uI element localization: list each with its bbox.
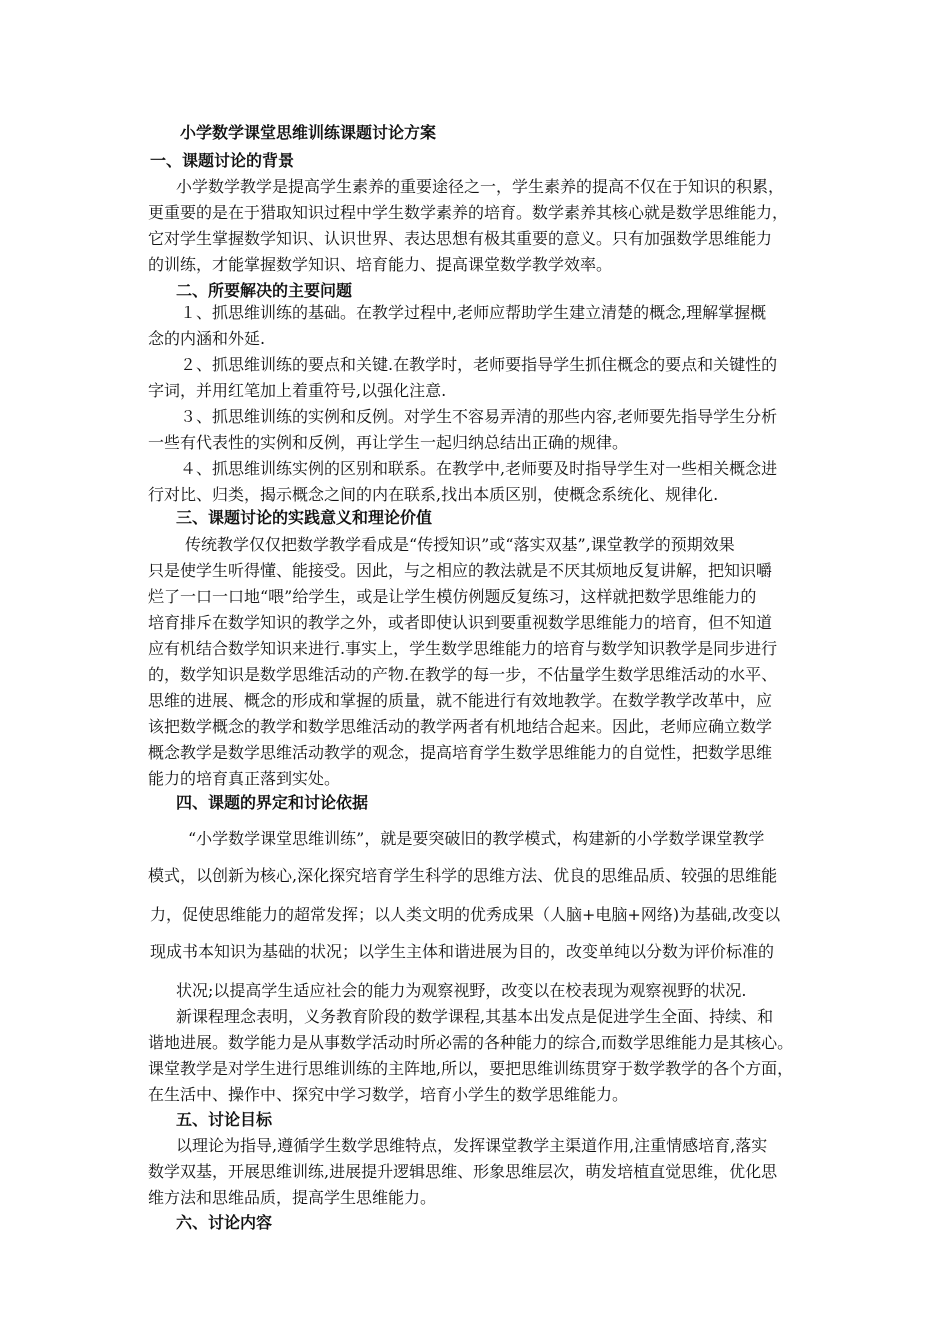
paragraph-line: 该把数学概念的教学和数学思维活动的教学两者有机地结合起来。因此，老师应确立数学 <box>148 717 773 736</box>
paragraph-line: 思维的进展、概念的形成和掌握的质量，就不能进行有效地教学。在数学教学改革中，应 <box>148 691 773 710</box>
paragraph-line: 应有机结合数学知识来进行.事实上，学生数学思维能力的培育与数学知识教学是同步进行 <box>148 639 778 658</box>
paragraph-line: 念的内涵和外延. <box>148 329 266 348</box>
paragraph-line: 概念教学是数学思维活动教学的观念，提高培育学生数学思维能力的自觉性，把数学思维 <box>148 743 773 762</box>
paragraph-line: 行对比、归类，揭示概念之间的内在联系,找出本质区别，使概念系统化、规律化. <box>148 485 719 504</box>
paragraph-line: 只是使学生听得懂、能接受。因此，与之相应的教法就是不厌其烦地反复讲解，把知识嚼 <box>148 561 773 580</box>
paragraph-line: １、抓思维训练的基础。在教学过程中,老师应帮助学生建立清楚的概念,理解掌握概 <box>180 303 767 322</box>
paragraph-line: 一些有代表性的实例和反例，再让学生一起归纳总结出正确的规律。 <box>148 433 629 452</box>
paragraph-line: 模式，以创新为核心,深化探究培育学生科学的思维方法、优良的思维品质、较强的思维能 <box>148 866 778 885</box>
paragraph-line: 能力的培育真正落到实处。 <box>148 769 341 788</box>
paragraph-line: 力，促使思维能力的超常发挥；以人类文明的优秀成果（人脑+电脑+网络)为基础,改变以 <box>150 905 781 924</box>
paragraph-line: 以理论为指导,遵循学生数学思维特点，发挥课堂教学主渠道作用,注重情感培育,落实 <box>176 1136 768 1155</box>
paragraph-line: 它对学生掌握数学知识、认识世界、表达思想有极其重要的意义。只有加强数学思维能力 <box>148 229 773 248</box>
document-title: 小学数学课堂思维训练课题讨论方案 <box>180 123 437 142</box>
paragraph-line: “小学数学课堂思维训练”，就是要突破旧的教学模式，构建新的小学数学课堂教学 <box>188 829 765 848</box>
heading-5: 五、讨论目标 <box>176 1110 273 1129</box>
paragraph-line: 数学双基，开展思维训练,进展提升逻辑思维、形象思维层次，萌发培植直觉思维，优化思 <box>148 1162 778 1181</box>
paragraph-line: 小学数学教学是提高学生素养的重要途径之一，学生素养的提高不仅在于知识的积累， <box>176 177 785 196</box>
heading-3: 三、课题讨论的实践意义和理论价值 <box>176 508 433 527</box>
paragraph-line: ３、抓思维训练的实例和反例。对学生不容易弄清的那些内容,老师要先指导学生分析 <box>180 407 778 426</box>
paragraph-line: 传统教学仅仅把数学教学看成是“传授知识”或“落实双基”,课堂教学的预期效果 <box>185 535 735 554</box>
paragraph-line: 谐地进展。数学能力是从事数学活动时所必需的各种能力的综合,而数学思维能力是其核心。 <box>148 1033 794 1052</box>
heading-2: 二、所要解决的主要问题 <box>176 281 353 300</box>
paragraph-line: 现成书本知识为基础的状况；以学生主体和谐进展为目的，改变单纯以分数为评价标准的 <box>150 942 775 961</box>
paragraph-line: 的，数学知识是数学思维活动的产物.在教学的每一步，不估量学生数学思维活动的水平、 <box>148 665 778 684</box>
paragraph-line: 字词，并用红笔加上着重符号,以强化注意. <box>148 381 447 400</box>
paragraph-line: 的训练，才能掌握数学知识、培育能力、提高课堂数学教学效率。 <box>148 255 613 274</box>
paragraph-line: 课堂教学是对学生进行思维训练的主阵地,所以，要把思维训练贯穿于数学教学的各个方面， <box>148 1059 794 1078</box>
paragraph-line: 培育排斥在数学知识的教学之外，或者即使认识到要重视数学思维能力的培育，但不知道 <box>148 613 773 632</box>
paragraph-line: 烂了一口一口地“喂”给学生，或是让学生模仿例题反复练习，这样就把数学思维能力的 <box>148 587 757 606</box>
paragraph-line: 维方法和思维品质，提高学生思维能力。 <box>148 1188 437 1207</box>
paragraph-line: 状况;以提高学生适应社会的能力为观察视野，改变以在校表现为观察视野的状况. <box>176 981 747 1000</box>
paragraph-line: ４、抓思维训练实例的区别和联系。在教学中,老师要及时指导学生对一些相关概念进 <box>180 459 778 478</box>
paragraph-line: 更重要的是在于猎取知识过程中学生数学素养的培育。数学素养其核心就是数学思维能力， <box>148 203 789 222</box>
heading-4: 四、课题的界定和讨论依据 <box>176 793 369 812</box>
paragraph-line: 在生活中、操作中、探究中学习数学，培育小学生的数学思维能力。 <box>148 1085 629 1104</box>
heading-1: 一、课题讨论的背景 <box>150 151 295 170</box>
paragraph-line: 新课程理念表明，义务教育阶段的数学课程,其基本出发点是促进学生全面、持续、和 <box>176 1007 774 1026</box>
heading-6: 六、讨论内容 <box>176 1213 273 1232</box>
paragraph-line: ２、抓思维训练的要点和关键.在教学时，老师要指导学生抓住概念的要点和关键性的 <box>180 355 778 374</box>
